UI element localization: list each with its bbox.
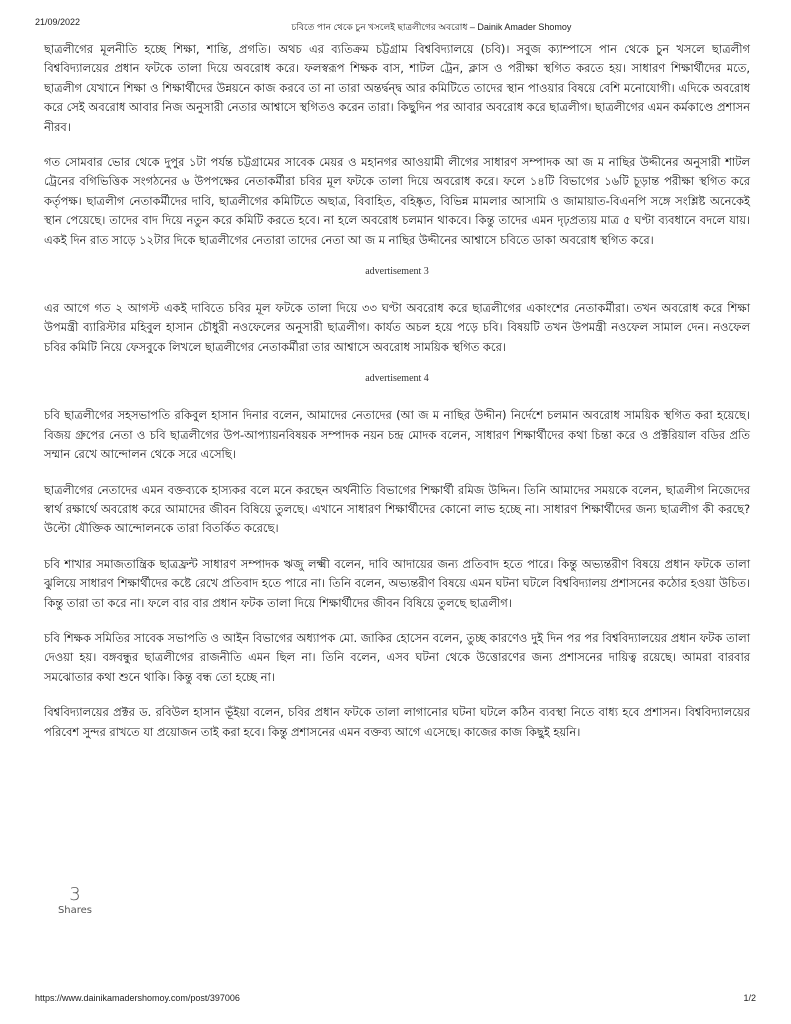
article-paragraph: গত সোমবার ভোর থেকে দুপুর ১টা পর্যন্ত চট্টগ্রামের সাবেক মেয়র ও মহানগর আওয়ামী লীগের সাধারণ সম্পাদক আ জ ম নাছির উদ্দীনের অনুসারী শাটল ট্রেনের বগিভিত্তিক সংগঠনের ৬ উপপক্ষের নেতাকর্মীরা চবির মূল ফটকে তালা দিয়ে অবরোধ করে। ফলে ১৪টি বিভাগের ১৬টি চূড়ান্ত পরীক্ষা স্থগিত করে কর্তৃপক্ষ। ছাত্রলীগ নেতাকর্মীদের দাবি, ছাত্রলীগের কমিটিতে অছাত্র, বিবাহিত, বহিষ্কৃত, বিভিন্ন মামলার আসামি ও জামায়াত-বিএনপি সঙ্গে সংশ্লিষ্ট অনেকেই স্থান পেয়েছে। তাদের বাদ দিয়ে নতুন করে কমিটি করতে হবে। না হলে অবরোধ চলমান থাকবে। কিন্তু তাদের এমন দৃঢ়প্রত্যয় মাত্র ৫ ঘণ্টা ব্যবধানে বদলে যায়। একই দিন রাত সাড়ে ১২টার দিকে ছাত্রলীগের নেতারা তাদের নেতা আ জ ম নাছির উদ্দীনের আশ্বাসে চবিতে ডাকা অবরোধ স্থগিত করে। [44, 155, 750, 247]
article-paragraph: চবি শিক্ষক সমিতির সাবেক সভাপতি ও আইন বিভাগের অধ্যাপক মো. জাকির হোসেন বলেন, তুচ্ছ কারণেও দুই দিন পর পর বিশ্ববিদ্যালয়ের প্রধান ফটক তালা দেওয়া হয়। বঙ্গবন্ধুর ছাত্রলীগের রাজনীতি এমন ছিল না। তিনি বলেন, এসব ঘটনা থেকে উত্তোরণের জন্য প্রশাসনের দায়িত্ব রয়েছে। আমরা বারবার সমঝোতার কথা শুনে থাকি। কিন্তু বন্ধ তো হচ্ছে না। [44, 630, 750, 684]
print-date: 21/09/2022 [35, 17, 81, 27]
share-counter[interactable] [52, 885, 98, 917]
print-document-title: চবিতে পান থেকে চুন খসলেই ছাত্রলীগের অবরোধ – Dainik Amader Shomoy [291, 22, 572, 32]
article-paragraph: ছাত্রলীগের মূলনীতি হচ্ছে শিক্ষা, শান্তি, প্রগতি। অথচ এর ব্যতিক্রম চট্টগ্রাম বিশ্ববিদ্যালয়ে (চবি)। সবুজ ক্যাম্পাসে পান থেকে চুন খসলে ছাত্রলীগ বিশ্ববিদ্যালয়ের প্রধান ফটকে তালা দিয়ে অবরোধ করে। ফলস্বরূপ শিক্ষক বাস, শাটল ট্রেন, ক্লাস ও পরীক্ষা স্থগিত করতে হয়। সাধারণ শিক্ষার্থীদের মতে, ছাত্রলীগ যেখানে শিক্ষা ও শিক্ষার্থীদের উন্নয়নে কাজ করবে তা না তারা অন্তর্দ্বন্দ্ব আর কমিটিতে তাদের স্থান পাওয়ার বিষয়ে বেশি মনোযোগী। এদিকে অবরোধ করে সেই অবরোধ আবার নিজ অনুসারী নেতার আশ্বাসে স্থগিতও করেন তারা। কিছুদিন পর আবার অবরোধ করে ছাত্রলীগ। ছাত্রলীগের এমন কর্মকাণ্ডে প্রশাসন নীরব। [44, 42, 750, 134]
page-number: 1/2 [743, 993, 756, 1003]
print-header [0, 17, 791, 31]
article-paragraph: এর আগে গত ২ আগস্ট একই দাবিতে চবির মূল ফটকে তালা দিয়ে ৩৩ ঘণ্টা অবরোধ করে ছাত্রলীগের একাংশের নেতাকর্মীরা। তখন অবরোধ করে শিক্ষা উপমন্ত্রী ব্যারিস্টার মহিবুল হাসান চৌধুরী নওফেলের অনুসারী ছাত্রলীগ। কার্যত অচল হয়ে পড়ে চবি। বিষয়টি তখন উপমন্ত্রী নওফেল সামাল দেন। নওফেল চবির কমিটি নিয়ে ফেসবুকে লিখলে ছাত্রলীগের নেতাকর্মীরা তার আশ্বাসে অবরোধ সাময়িক স্থগিত করে। [44, 301, 750, 354]
share-count: 3 [69, 884, 81, 905]
advertisement-placeholder: advertisement 3 [365, 266, 429, 278]
advertisement-placeholder: advertisement 4 [365, 373, 429, 385]
article-paragraph: ছাত্রলীগের নেতাদের এমন বক্তব্যকে হাস্যকর বলে মনে করছেন অর্থনীতি বিভাগের শিক্ষার্থী রমিজ উদ্দিন। তিনি আমাদের সময়কে বলেন, ছাত্রলীগ নিজেদের স্বার্থ রক্ষার্থে অবরোধ করে আমাদের জীবন বিষিয়ে তুলছে। এখানে সাধারণ শিক্ষার্থীদের কোনো লাভ হচ্ছে না। সাধারণ শিক্ষার্থীদের জন্য ছাত্রলীগ কী করছে? উল্টো যৌক্তিক আন্দোলনকে তারা বিতর্কিত করেছে। [44, 482, 750, 536]
article-body [44, 40, 750, 758]
article-paragraph: চবি ছাত্রলীগের সহসভাপতি রকিবুল হাসান দিনার বলেন, আমাদের নেতাদের (আ জ ম নাছির উদ্দীন) নির্দেশে চলমান অবরোধ সাময়িক স্থগিত করা হয়েছে। বিজয় গ্রুপের নেতা ও চবি ছাত্রলীগের উপ-আপ্যায়নবিষয়ক সম্পাদক নয়ন চন্দ্র মোদক বলেন, সাধারণ শিক্ষার্থীদের কথা চিন্তা করে ও প্রক্টরিয়াল বডির প্রতি সম্মান রেখে আন্দোলন থেকে সরে এসেছি। [44, 408, 750, 462]
article-paragraph: চবি শাখার সমাজতান্ত্রিক ছাত্রফ্রন্ট সাধারণ সম্পাদক ঋজু লক্ষ্মী বলেন, দাবি আদায়ের জন্য প্রতিবাদ হতে পারে। কিন্তু অভ্যন্তরীণ বিষয়ে প্রধান ফটকে তালা ঝুলিয়ে সাধারণ শিক্ষার্থীদের কষ্টে রেখে প্রতিবাদ হতে পারে না। তিনি বলেন, অভ্যন্তরীণ বিষয়ে এমন ঘটনা ঘটলে বিশ্ববিদ্যালয় প্রশাসনের কঠোর হওয়া উচিত। কিন্তু তারা তা করে না। ফলে বার বার প্রধান ফটক তালা দিয়ে শিক্ষার্থীদের জীবন বিষিয়ে তুলছে ছাত্রলীগ। [44, 556, 750, 610]
share-label: Shares [57, 905, 93, 916]
article-paragraph: বিশ্ববিদ্যালয়ের প্রক্টর ড. রবিউল হাসান ভূঁইয়া বলেন, চবির প্রধান ফটকে তালা লাগানোর ঘটনা ঘটলে কঠিন ব্যবস্থা নিতে বাধ্য হবে প্রশাসন। বিশ্ববিদ্যালয়ের পরিবেশ সুন্দর রাখতে যা প্রয়োজন তাই করা হবে। কিন্তু প্রশাসনের এমন বক্তব্য আগে এসেছে। কাজের কাজ কিছুই হয়নি। [44, 705, 750, 739]
page-url[interactable]: https://www.dainikamadershomoy.com/post/397006 [35, 993, 240, 1003]
